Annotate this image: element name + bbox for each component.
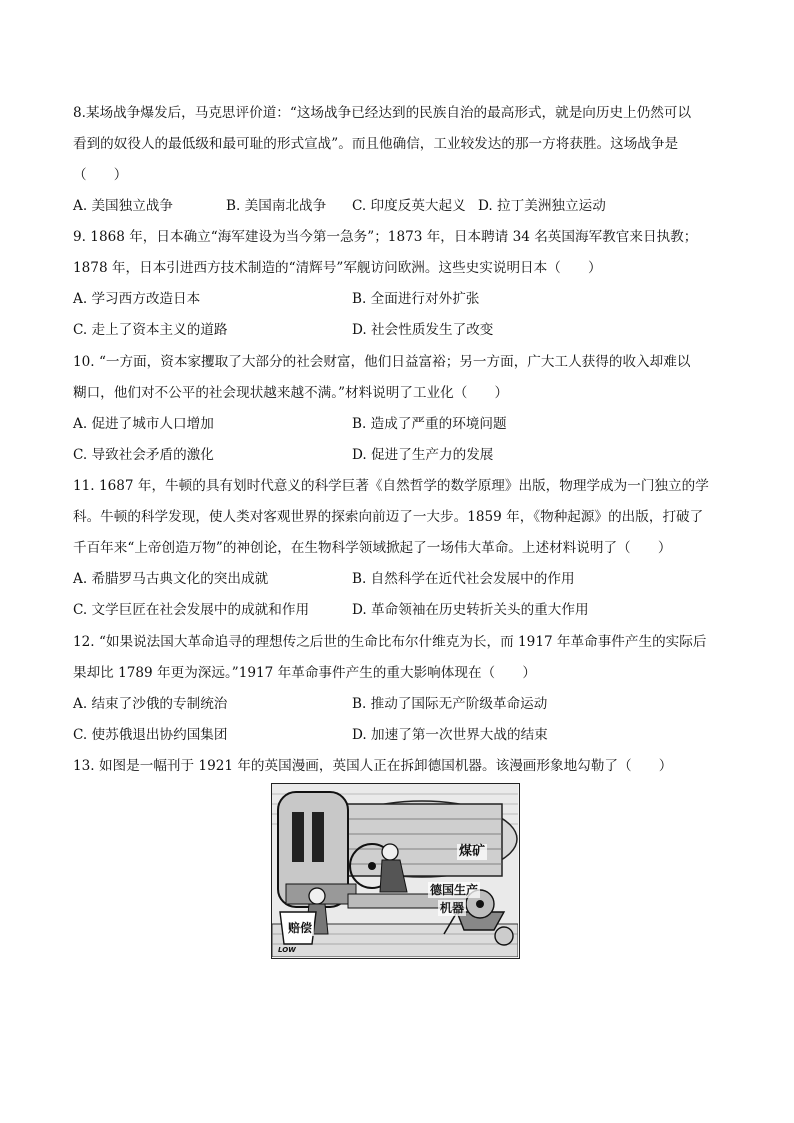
- cartoon-label-coal: 煤矿: [459, 844, 486, 859]
- q8-stem-line-2: 看到的奴役人的最低级和最可耻的形式宣战”。而且他确信，工业较发达的那一方将获胜。这场战争是: [73, 136, 679, 152]
- q12-stem-line-1: 12. “如果说法国大革命追寻的理想传之后世的生命比布尔什维克为长，而 1917 年革命事件产生的实际后: [73, 634, 707, 650]
- q10-stem-line-1: 10. “一方面，资本家攫取了大部分的社会财富，他们日益富裕；另一方面，广大工人获得的收入却难以: [73, 354, 691, 370]
- cartoon-illustration: [271, 783, 520, 959]
- q11-stem-line-1: 11. 1687 年，牛顿的具有划时代意义的科学巨著《自然哲学的数学原理》出版，物理学成为一门独立的学: [73, 478, 709, 494]
- q12-stem-line-2: 果却比 1789 年更为深远。”1917 年革命事件产生的重大影响体现在（ ）: [73, 665, 536, 681]
- q11-option-b[interactable]: B. 自然科学在近代社会发展中的作用: [352, 571, 575, 587]
- q13-stem-line-1: 13. 如图是一幅刊于 1921 年的英国漫画，英国人正在拆卸德国机器。该漫画形象地勾勒了（ ）: [73, 758, 673, 774]
- q8-stem-line-1: 8.某场战争爆发后，马克思评价道：“这场战争已经达到的民族自治的最高形式，就是向历史上仍然可以: [73, 105, 692, 121]
- cartoon-label-machine-1: 德国生产: [430, 883, 479, 897]
- q11-stem-line-3: 千百年来“上帝创造万物”的神创论，在生物科学领域掀起了一场伟大革命。上述材料说明了（ ）: [73, 540, 672, 556]
- q10-option-b[interactable]: B. 造成了严重的环境问题: [352, 416, 507, 432]
- q11-option-c[interactable]: C. 文学巨匠在社会发展中的成就和作用: [73, 602, 310, 618]
- q9-option-b[interactable]: B. 全面进行对外扩张: [352, 291, 480, 307]
- q12-option-d[interactable]: D. 加速了第一次世界大战的结束: [352, 727, 548, 743]
- cartoon-label-machine-2: 机器: [440, 901, 465, 915]
- q9-option-c[interactable]: C. 走上了资本主义的道路: [73, 322, 228, 338]
- q11-option-a[interactable]: A. 希腊罗马古典文化的突出成就: [73, 571, 269, 587]
- q9-option-d[interactable]: D. 社会性质发生了改变: [352, 322, 494, 338]
- q10-option-a[interactable]: A. 促进了城市人口增加: [73, 416, 214, 432]
- q9-option-a[interactable]: A. 学习西方改造日本: [73, 291, 201, 307]
- q12-option-c[interactable]: C. 使苏俄退出协约国集团: [73, 727, 228, 743]
- q10-stem-line-2: 糊口，他们对不公平的社会现状越来越不满。”材料说明了工业化（ ）: [73, 385, 509, 401]
- q11-option-d[interactable]: D. 革命领袖在历史转折关头的重大作用: [352, 602, 589, 618]
- q11-stem-line-2: 科。牛顿的科学发现，使人类对客观世界的探索向前迈了一大步。1859 年，《物种起源》的出版，打破了: [73, 509, 704, 525]
- q8-option-b[interactable]: B. 美国南北战争: [226, 198, 327, 214]
- q8-stem-line-3: （ ）: [73, 167, 128, 183]
- q8-option-d[interactable]: D. 拉丁美洲独立运动: [478, 198, 606, 214]
- cartoon-label-reparation: 赔偿: [288, 921, 313, 935]
- cartoon-artist-signature: LOW: [278, 946, 296, 954]
- q8-option-c[interactable]: C. 印度反英大起义: [352, 198, 466, 214]
- q9-stem-line-2: 1878 年，日本引进西方技术制造的“清辉号”军舰访问欧洲。这些史实说明日本（ ）: [73, 260, 602, 276]
- q9-stem-line-1: 9. 1868 年，日本确立“海军建设为当今第一急务”；1873 年，日本聘请 34 名英国海军教官来日执教；: [73, 229, 698, 245]
- q8-option-a[interactable]: A. 美国独立战争: [73, 198, 174, 214]
- q12-option-b[interactable]: B. 推动了国际无产阶级革命运动: [352, 696, 548, 712]
- q10-option-c[interactable]: C. 导致社会矛盾的激化: [73, 447, 214, 463]
- q10-option-d[interactable]: D. 促进了生产力的发展: [352, 447, 494, 463]
- q12-option-a[interactable]: A. 结束了沙俄的专制统治: [73, 696, 228, 712]
